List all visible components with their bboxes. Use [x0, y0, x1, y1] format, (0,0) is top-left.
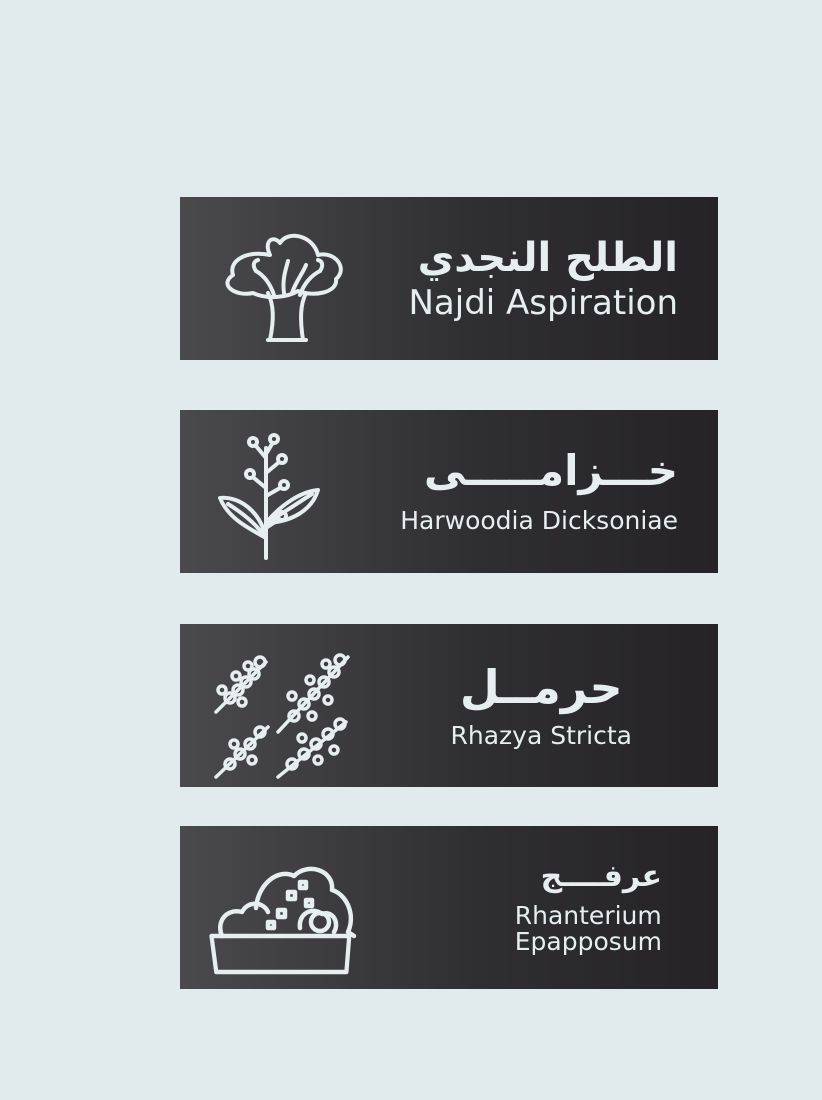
shrub-pot-icon — [208, 834, 358, 981]
latin-name-line-2: Epapposum — [514, 927, 662, 956]
plant-sign-rhanterium-epapposum — [180, 826, 718, 989]
latin-name: Najdi Aspiration — [408, 282, 678, 323]
latin-name: Rhazya Stricta — [450, 720, 632, 750]
flowering-sprigs-icon — [208, 632, 358, 779]
arabic-name: خـــزامـــــى — [423, 446, 678, 496]
arabic-name: حرمــل — [459, 660, 623, 715]
tree-icon — [208, 205, 358, 352]
branch-leaf-icon — [208, 418, 358, 565]
plant-sign-najdi-aspiration — [180, 197, 718, 360]
plant-sign-harwoodia-dicksoniae — [180, 410, 718, 573]
arabic-name: عرفــــج — [540, 858, 662, 894]
latin-name-line-1: Rhanterium — [514, 900, 662, 930]
latin-name: Harwoodia Dicksoniae — [400, 506, 678, 536]
arabic-name: الطلح النجدي — [417, 234, 678, 281]
plant-sign-rhazya-stricta — [180, 624, 718, 787]
